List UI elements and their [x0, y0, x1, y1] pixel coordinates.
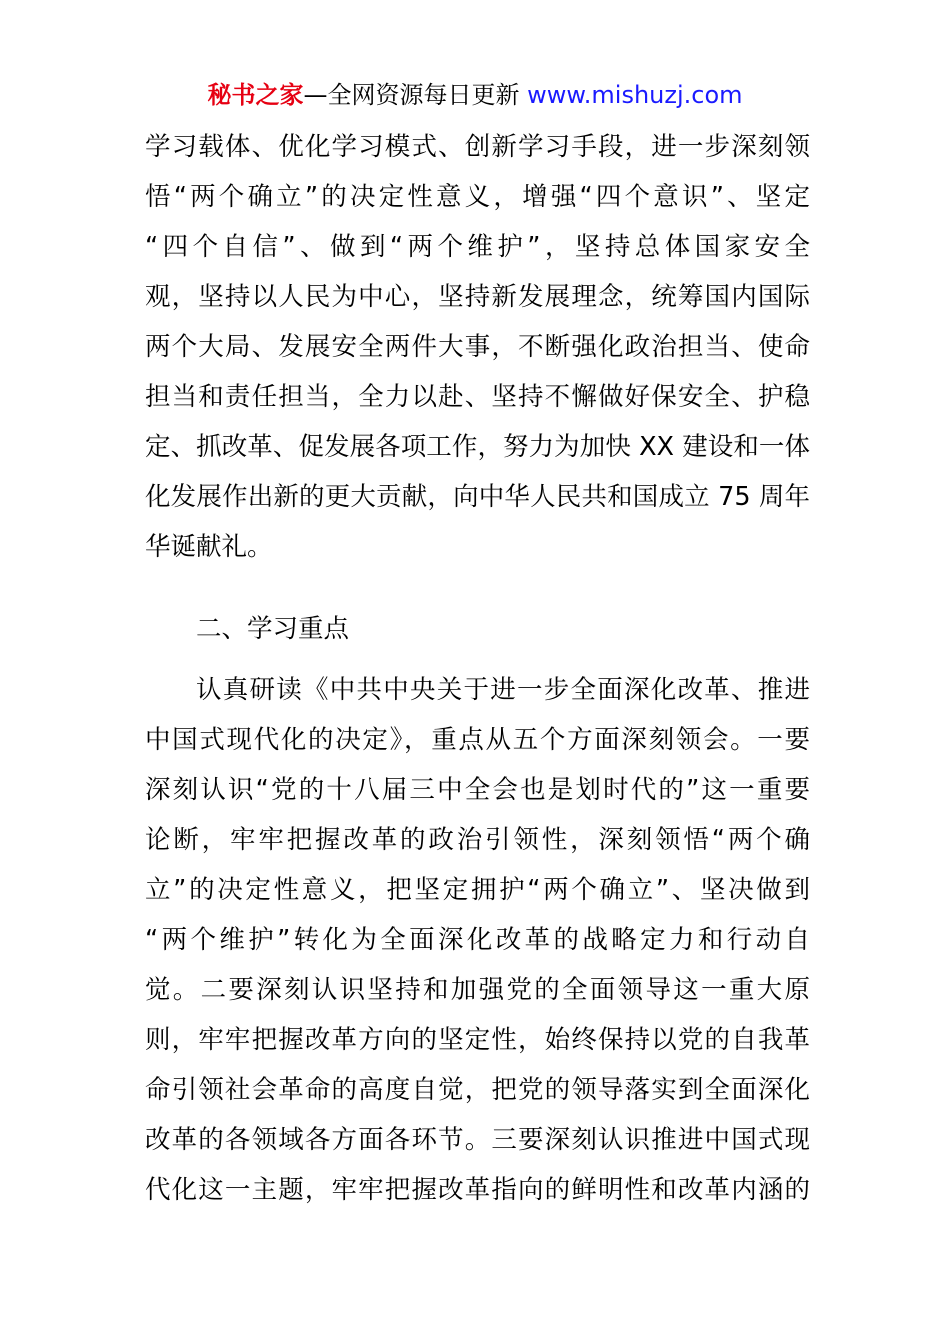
text-line: 化发展作出新的更大贡献，向中华人民共和国成立 75 周年 — [145, 482, 810, 512]
text-line: 代化这一主题，牢牢把握改革指向的鲜明性和改革内涵的 — [145, 1175, 810, 1205]
text-line: 则，牢牢把握改革方向的坚定性，始终保持以党的自我革 — [145, 1025, 810, 1055]
section-heading: 二、学习重点 — [196, 614, 350, 644]
text-line: 命引领社会革命的高度自觉，把党的领导落实到全面深化 — [145, 1075, 810, 1105]
paragraph-1 — [145, 122, 810, 572]
paragraph-2 — [145, 665, 810, 1215]
text-line: 立”的决定性意义，把坚定拥护“两个确立”、坚决做到 — [145, 875, 810, 905]
header-slogan: —全网资源每日更新 — [303, 81, 528, 109]
document-body — [145, 122, 810, 1215]
text-line: 改革的各领域各方面各环节。三要深刻认识推进中国式现 — [145, 1125, 810, 1155]
page-header — [0, 78, 950, 112]
text-line: “两个维护”转化为全面深化改革的战略定力和行动自 — [145, 925, 810, 955]
text-line: 担当和责任担当，全力以赴、坚持不懈做好保安全、护稳 — [145, 382, 810, 412]
text-line: 定、抓改革、促发展各项工作，努力为加快 XX 建设和一体 — [145, 432, 810, 462]
text-line: 觉。二要深刻认识坚持和加强党的全面领导这一重大原 — [145, 975, 810, 1005]
text-line: 两个大局、发展安全两件大事，不断强化政治担当、使命 — [145, 332, 810, 362]
text-line: “四个自信”、做到“两个维护”，坚持总体国家安全 — [145, 232, 810, 262]
text-line: 认真研读《中共中央关于进一步全面深化改革、推进 — [196, 675, 810, 705]
header-url-link[interactable]: www.mishuzj.com — [527, 81, 743, 109]
brand-name: 秘书之家 — [207, 81, 304, 109]
text-line: 论断，牢牢把握改革的政治引领性，深刻领悟“两个确 — [145, 825, 810, 855]
text-line: 深刻认识“党的十八届三中全会也是划时代的”这一重要 — [145, 775, 810, 805]
text-line: 华诞献礼。 — [145, 532, 273, 562]
text-line: 中国式现代化的决定》，重点从五个方面深刻领会。一要 — [145, 725, 810, 755]
text-line: 悟“两个确立”的决定性意义，增强“四个意识”、坚定 — [145, 182, 810, 212]
text-line: 观，坚持以人民为中心，坚持新发展理念，统筹国内国际 — [145, 282, 810, 312]
text-line: 学习载体、优化学习模式、创新学习手段，进一步深刻领 — [145, 132, 810, 162]
